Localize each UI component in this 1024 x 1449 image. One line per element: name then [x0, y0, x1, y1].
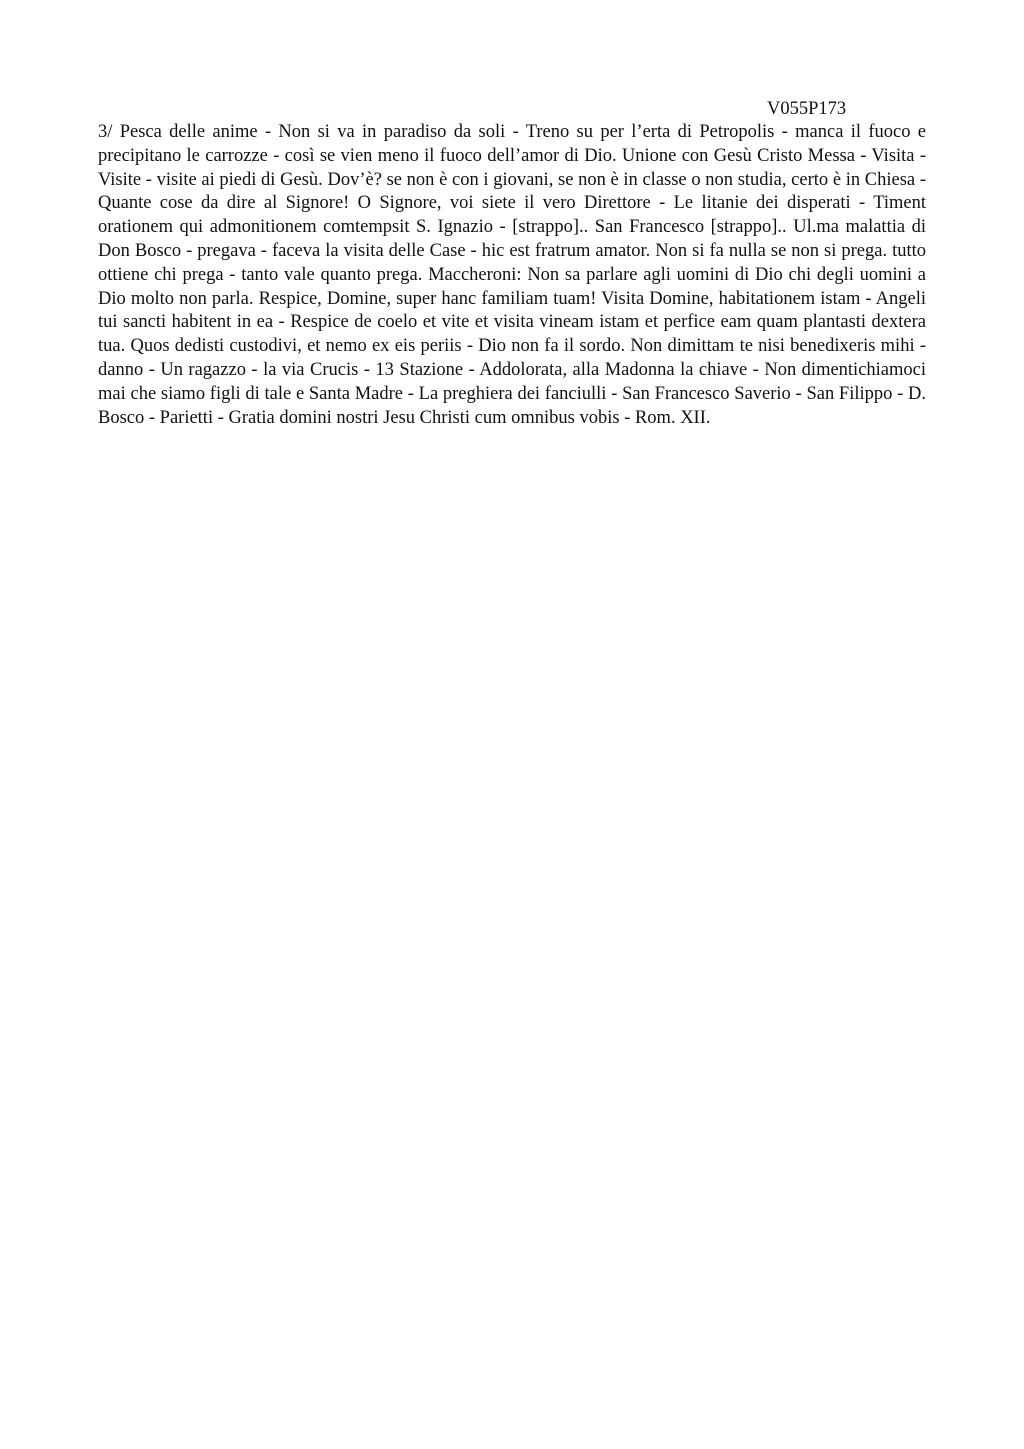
page-identifier: V055P173	[767, 99, 847, 119]
body-paragraph: 3/ Pesca delle anime - Non si va in paradiso da soli - Treno su per l’erta di Petropolis - manca il fuoco e precipitano le carrozze - così se vien meno il fuoco dell’amor di Dio. Unione con Gesù Cristo Messa - Visita - Visite - visite ai piedi di Gesù. Dov’è? se non è con i giovani, se non è in classe o non studia, certo è in Chiesa - Quante cose da dire al Signore! O Signore, voi siete il vero Direttore - Le litanie dei disperati - Timent orationem qui admonitionem comtempsit S. Ignazio - [strappo].. San Francesco [strappo].. Ul.ma malattia di Don Bosco - pregava - faceva la visita delle Case - hic est fratrum amator. Non si fa nulla se non si prega. tutto ottiene chi prega - tanto vale quanto prega. Maccheroni: Non sa parlare agli uomini di Dio chi degli uomini a Dio molto non parla. Respice, Domine, super hanc familiam tuam! Visita Domine, habitationem istam - Angeli tui sancti habitent in ea - Respice de coelo et vite et visita vineam istam et perfice eam quam plantasti dextera tua. Quos dedisti custodivi, et nemo ex eis periis - Dio non fa il sordo. Non dimittam te nisi benedixeris mihi - danno - Un ragazzo - la via Crucis - 13 Stazione - Addolorata, alla Madonna la chiave - Non dimentichiamoci mai che siamo figli di tale e Santa Madre - La preghiera dei fanciulli - San Francesco Saverio - San Filippo - D. Bosco - Parietti - Gratia domini nostri Jesu Christi cum omnibus vobis - Rom. XII.	[98, 122, 926, 428]
